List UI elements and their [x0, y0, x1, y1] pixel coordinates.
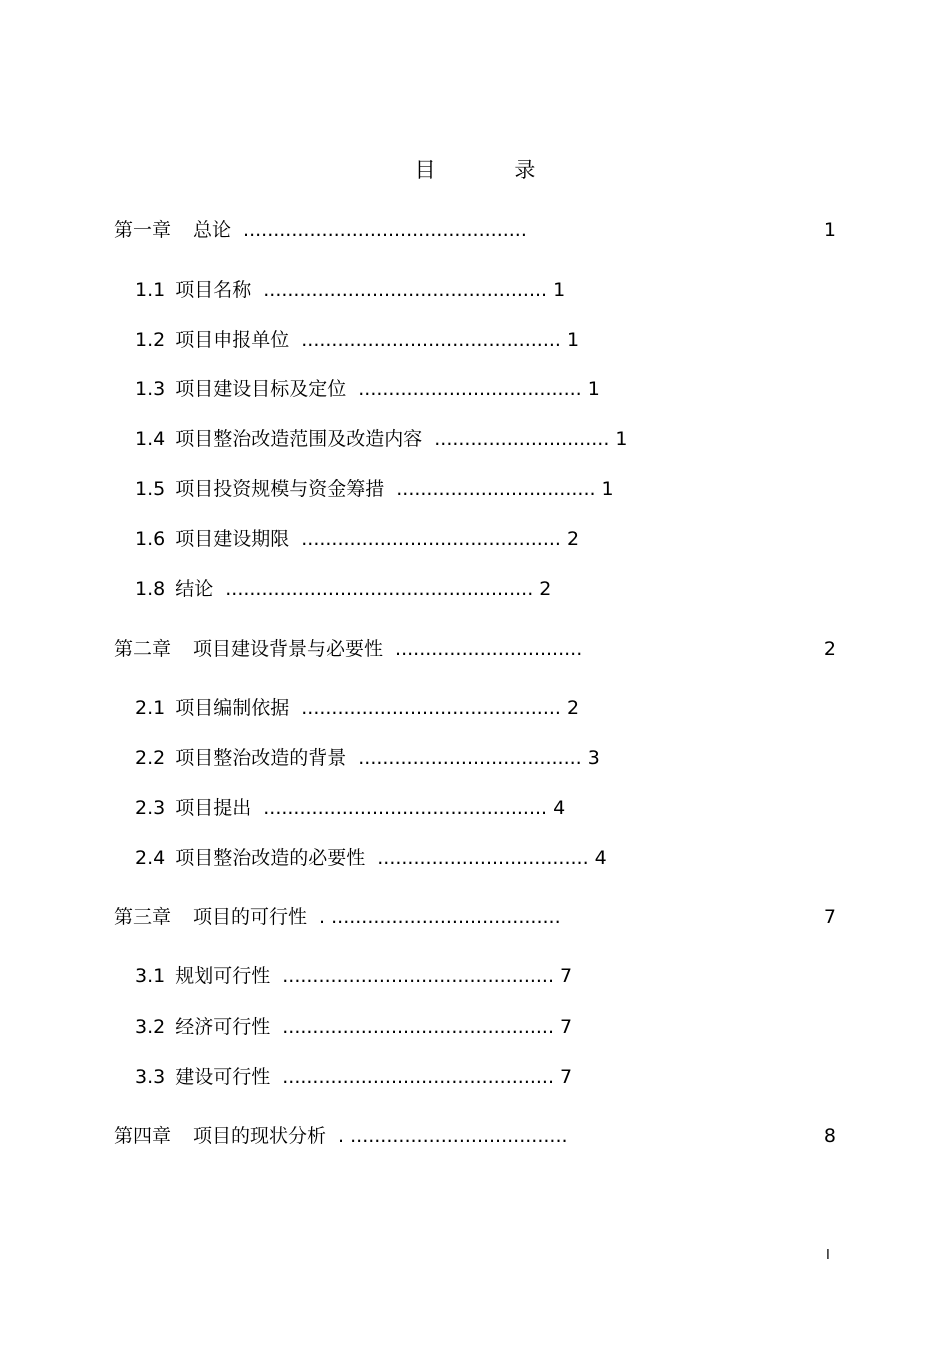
leader-dots: ............................................... — [263, 797, 548, 819]
section-page: 1 — [587, 378, 600, 400]
leader-dots: ........................................... — [301, 528, 561, 550]
section-number: 1.8 — [135, 578, 166, 600]
toc-section-1-2[interactable] — [135, 326, 579, 354]
toc-section-1-4[interactable] — [135, 425, 627, 453]
toc-section-2-3[interactable] — [135, 794, 565, 822]
chapter-label: 第一章 — [114, 219, 172, 241]
chapter-name: 总论 — [193, 219, 232, 241]
chapter-label: 第三章 — [114, 906, 172, 928]
section-number: 3.3 — [135, 1066, 166, 1088]
section-name: 项目整治改造范围及改造内容 — [175, 428, 423, 450]
leader-dots: ................................. — [396, 478, 596, 500]
section-page: 7 — [560, 965, 573, 987]
section-name: 项目申报单位 — [175, 329, 290, 351]
chapter-name: 项目的现状分析 — [193, 1125, 327, 1147]
leader-dots: ............................................. — [282, 1066, 555, 1088]
section-name: 项目建设目标及定位 — [175, 378, 347, 400]
toc-chapter-1[interactable] — [114, 216, 527, 244]
chapter-4-page: 8 — [823, 1125, 836, 1147]
section-number: 1.6 — [135, 528, 166, 550]
toc-section-1-5[interactable] — [135, 475, 614, 503]
toc-chapter-4[interactable] — [114, 1122, 568, 1150]
chapter-name: 项目的可行性 — [193, 906, 308, 928]
section-name: 规划可行性 — [175, 965, 271, 987]
section-number: 2.3 — [135, 797, 166, 819]
section-number: 3.2 — [135, 1016, 166, 1038]
section-name: 项目投资规模与资金筹措 — [175, 478, 385, 500]
leader-dots: . ...................................... — [319, 906, 561, 928]
section-name: 项目建设期限 — [175, 528, 290, 550]
section-number: 1.3 — [135, 378, 166, 400]
chapter-name: 项目建设背景与必要性 — [193, 638, 384, 660]
chapter-1-page: 1 — [823, 219, 836, 241]
section-number: 2.2 — [135, 747, 166, 769]
section-number: 3.1 — [135, 965, 166, 987]
toc-chapter-3[interactable] — [114, 903, 561, 931]
section-page: 2 — [566, 528, 580, 550]
section-page: 2 — [539, 578, 552, 600]
toc-section-1-3[interactable] — [135, 375, 600, 403]
section-name: 建设可行性 — [175, 1066, 271, 1088]
toc-section-1-1[interactable] — [135, 276, 565, 304]
section-number: 1.2 — [135, 329, 166, 351]
leader-dots: ............................................. — [282, 1016, 555, 1038]
section-name: 项目整治改造的背景 — [175, 747, 347, 769]
leader-dots: ............................... — [395, 638, 583, 660]
toc-section-3-3[interactable] — [135, 1063, 572, 1091]
section-number: 2.4 — [135, 847, 166, 869]
leader-dots: ................................................... — [225, 578, 534, 600]
section-number: 1.4 — [135, 428, 166, 450]
toc-title: 目 录 — [414, 158, 572, 182]
section-page: 2 — [566, 697, 580, 719]
section-name: 结论 — [175, 578, 214, 600]
toc-section-3-1[interactable] — [135, 962, 572, 990]
section-page: 7 — [560, 1016, 573, 1038]
footer-page-number: I — [826, 1248, 830, 1263]
section-page: 3 — [587, 747, 600, 769]
toc-section-1-8[interactable] — [135, 575, 551, 603]
section-page: 1 — [566, 329, 580, 351]
leader-dots: ........................................... — [301, 329, 561, 351]
section-name: 项目名称 — [175, 279, 252, 301]
leader-dots: ........................................... — [301, 697, 561, 719]
leader-dots: ............................................... — [243, 219, 527, 241]
chapter-label: 第四章 — [114, 1125, 172, 1147]
leader-dots: ............................. — [434, 428, 610, 450]
toc-section-2-2[interactable] — [135, 744, 600, 772]
toc-section-1-6[interactable] — [135, 525, 579, 553]
toc-chapter-2[interactable] — [114, 635, 582, 663]
leader-dots: ................................... — [377, 847, 589, 869]
section-page: 1 — [601, 478, 614, 500]
section-name: 项目提出 — [175, 797, 252, 819]
section-number: 2.1 — [135, 697, 166, 719]
toc-section-2-4[interactable] — [135, 844, 607, 872]
leader-dots: . .................................... — [338, 1125, 568, 1147]
toc-section-2-1[interactable] — [135, 694, 579, 722]
chapter-3-page: 7 — [823, 906, 836, 928]
section-page: 1 — [553, 279, 566, 301]
section-page: 1 — [615, 428, 628, 450]
section-page: 4 — [594, 847, 607, 869]
section-number: 1.5 — [135, 478, 166, 500]
chapter-label: 第二章 — [114, 638, 172, 660]
section-page: 4 — [553, 797, 566, 819]
section-name: 项目整治改造的必要性 — [175, 847, 366, 869]
toc-section-3-2[interactable] — [135, 1013, 572, 1041]
leader-dots: ..................................... — [358, 747, 582, 769]
leader-dots: ..................................... — [358, 378, 582, 400]
leader-dots: ............................................... — [263, 279, 548, 301]
section-name: 项目编制依据 — [175, 697, 290, 719]
leader-dots: ............................................. — [282, 965, 555, 987]
section-number: 1.1 — [135, 279, 166, 301]
chapter-2-page: 2 — [823, 638, 836, 660]
section-name: 经济可行性 — [175, 1016, 271, 1038]
section-page: 7 — [560, 1066, 573, 1088]
